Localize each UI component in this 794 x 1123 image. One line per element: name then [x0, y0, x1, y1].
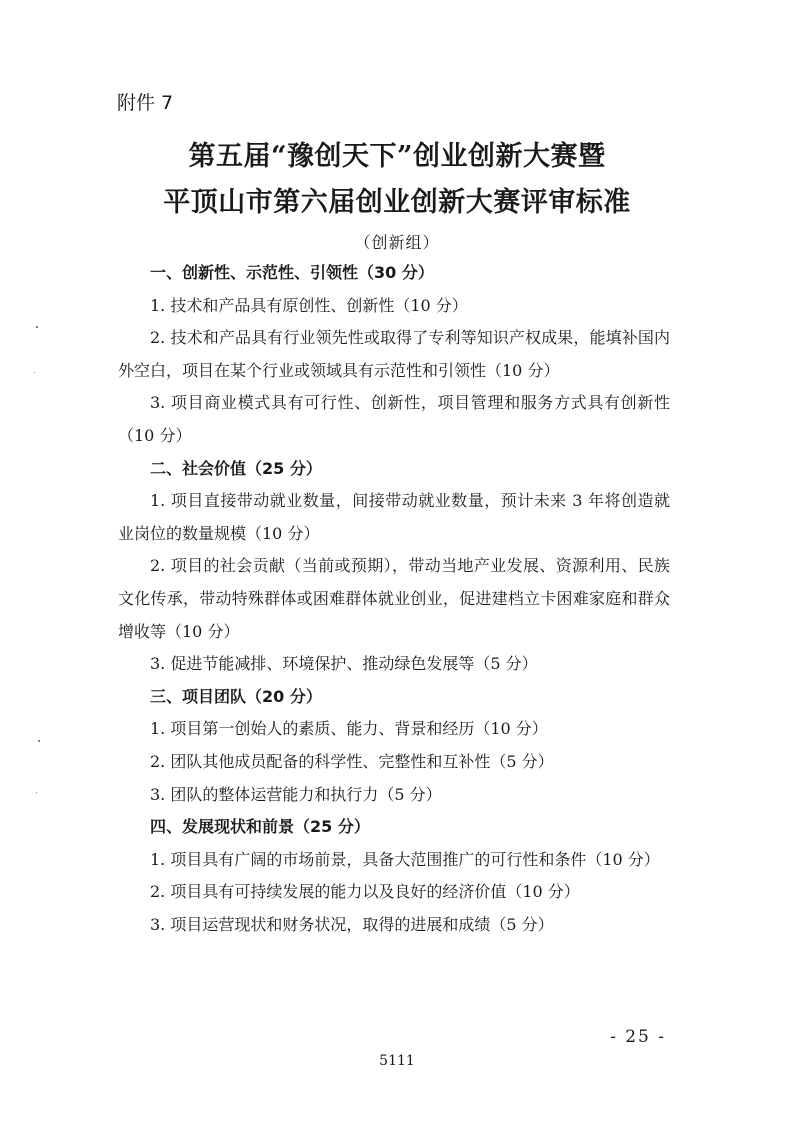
- scan-speck: [38, 740, 40, 742]
- criterion-item: 2. 技术和产品具有行业领先性或取得了专利等知识产权成果，能填补国内外空白，项目在某个行业或领域具有示范性和引领性（10 分）: [118, 328, 670, 380]
- criteria-body: [118, 257, 670, 941]
- scan-speck: [36, 326, 38, 328]
- criterion-item: 3. 项目运营现状和财务状况，取得的进展和成绩（5 分）: [150, 914, 554, 934]
- section-heading-prospects: 四、发展现状和前景（25 分）: [150, 817, 370, 837]
- stamp-number: 5111: [379, 1053, 415, 1069]
- scan-speck: [34, 372, 35, 373]
- attachment-label: 附件 7: [117, 92, 174, 114]
- criterion-item: 3. 团队的整体运营能力和执行力（5 分）: [150, 784, 442, 804]
- section-heading-team: 三、项目团队（20 分）: [150, 686, 322, 706]
- criterion-item: 1. 项目直接带动就业数量，间接带动就业数量，预计未来 3 年将创造就业岗位的数量规模（10 分）: [118, 491, 670, 543]
- criterion-item: 2. 项目的社会贡献（当前或预期），带动当地产业发展、资源利用、民族文化传承，带动特殊群体或困难群体就业创业，促进建档立卡困难家庭和群众增收等（10 分）: [118, 556, 670, 641]
- criterion-item: 3. 促进节能减排、环境保护、推动绿色发展等（5 分）: [150, 654, 538, 674]
- section-heading-social-value: 二、社会价值（25 分）: [150, 458, 322, 478]
- criterion-item: 1. 项目第一创始人的素质、能力、背景和经历（10 分）: [150, 719, 548, 739]
- page-number: - 25 -: [610, 1027, 666, 1047]
- scan-speck: [36, 792, 37, 793]
- criterion-item: 1. 项目具有广阔的市场前景，具备大范围推广的可行性和条件（10 分）: [150, 849, 660, 869]
- criterion-item: 3. 项目商业模式具有可行性、创新性，项目管理和服务方式具有创新性（10 分）: [118, 393, 670, 445]
- criterion-item: 2. 团队其他成员配备的科学性、完整性和互补性（5 分）: [150, 751, 554, 771]
- criterion-item: 1. 技术和产品具有原创性、创新性（10 分）: [150, 295, 468, 315]
- document-title-line-1: 第五届“豫创天下”创业创新大赛暨: [188, 141, 606, 172]
- criterion-item: 2. 项目具有可持续发展的能力以及良好的经济价值（10 分）: [150, 882, 580, 902]
- section-heading-innovation: 一、创新性、示范性、引领性（30 分）: [150, 263, 434, 282]
- document-subtitle: （创新组）: [354, 233, 440, 252]
- document-title-line-2: 平顶山市第六届创业创新大赛评审标准: [163, 187, 631, 218]
